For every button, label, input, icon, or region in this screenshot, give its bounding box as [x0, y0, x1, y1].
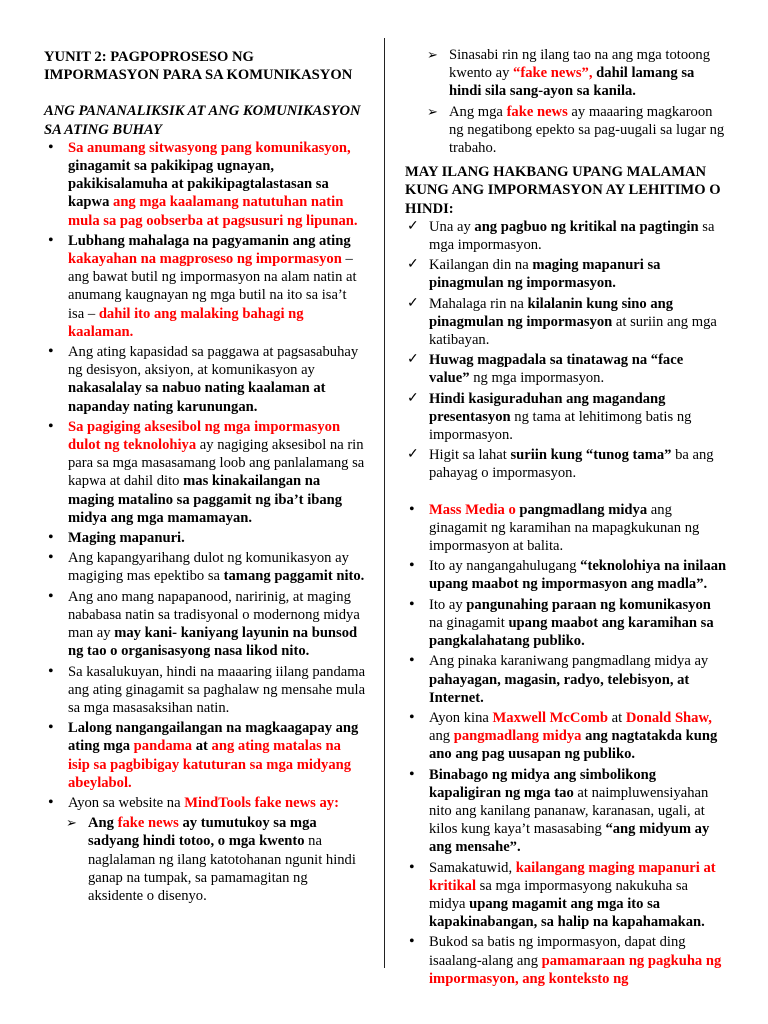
check-list [405, 218, 727, 483]
check-item [405, 351, 727, 387]
bullet-item [405, 859, 727, 932]
text-run: pahayagan, magasin, radyo, telebisyon, at Internet. [429, 671, 690, 706]
text-run: Ang ano mang napapanood, naririnig, at maging nababasa natin sa tradisyonal o modernong midya man ay [68, 588, 360, 642]
text-run: Sa pagiging aksesibol ng mga impormasyon dulot ng teknolohiya [68, 418, 341, 454]
text-run: na naglalaman ng ilang katotohanan ngunit hindi ganap na tumpak, sa pamamagitan ng aksidente o disenyo. [88, 833, 356, 904]
text-run: – ang bawat butil ng impormasyon na alam natin at anumang kaugnayan ng mga butil na ito sa isa’t isa – [68, 251, 357, 322]
text-run: Una ay [429, 218, 475, 235]
right-arrow-list [405, 46, 727, 157]
bullet-item [405, 933, 727, 988]
text-run: pangmadlang midya [453, 728, 582, 745]
bullet-item [44, 588, 366, 661]
text-run: “fake news”, [513, 65, 593, 82]
text-run: Ayon kina [429, 709, 493, 726]
text-run: Huwag magpadala sa tinatawag na “face value” [429, 352, 684, 387]
text-run: kailangang maging mapanuri at kritikal [429, 859, 716, 894]
bullet-marker-icon: • [48, 719, 54, 737]
text-run: dahil ito ang malaking bahagi ng kaalaman. [68, 305, 304, 340]
text-run: Binabago ng midya ang simbolikong kapaligiran ng mga tao [429, 766, 657, 801]
text-run: Sa anumang sitwasyong pang komunikasyon, [68, 139, 351, 156]
text-run: Ito ay [429, 596, 467, 613]
check-item [405, 390, 727, 445]
text-run: suriin kung “tunog tama” [510, 447, 672, 464]
bullet-item [44, 139, 366, 230]
bullet-item [405, 652, 727, 707]
bullet-marker-icon: • [48, 417, 54, 435]
bullet-marker-icon: • [409, 765, 415, 783]
text-run: Ito ay nangangahulugang [429, 558, 581, 575]
text-run: Lubhang mahalaga na pagyamanin ang ating [68, 232, 351, 249]
text-run: Bukod sa batis ng impormasyon, dapat ding isaalang-alang ang [429, 934, 686, 969]
bullet-marker-icon: • [48, 529, 54, 547]
check-marker-icon: ✓ [407, 295, 419, 311]
text-run: Donald Shaw, [625, 709, 712, 726]
check-marker-icon: ✓ [407, 218, 419, 234]
bullet-marker-icon: • [48, 138, 54, 156]
bullet-marker-icon: • [48, 549, 54, 567]
bullet-marker-icon: • [409, 595, 415, 613]
left-bullet-list [44, 139, 366, 812]
text-run: Ang mga [449, 103, 507, 120]
arrow-marker-icon: ➢ [66, 815, 77, 831]
check-item [405, 218, 727, 254]
check-item [405, 295, 727, 350]
text-run: upang maabot ang karamihan sa pangkalahatang publiko. [429, 614, 714, 650]
text-run: Mahalaga rin na [429, 295, 528, 312]
text-run: Maxwell McComb [492, 709, 609, 726]
text-run: ay nagiging aksesibol na rin para sa mga masasamang loob ang panlalamang sa kapwa at dahil dito [68, 437, 365, 490]
bullet-item [44, 232, 366, 341]
check-marker-icon: ✓ [407, 390, 419, 406]
text-run: Ang ating kapasidad sa paggawa at pagsasabuhay ng desisyon, aksiyon, at komunikasyon ay [68, 344, 359, 379]
check-item [405, 446, 727, 482]
text-run: “teknolohiya na inilaan upang maabot ng impormasyon ang madla”. [429, 558, 727, 593]
text-run: ng tama at lehitimong batis ng impormasyon. [429, 408, 692, 444]
text-run: at suriin ang mga katibayan. [429, 313, 717, 349]
text-run: sa mga impormasyon. [429, 218, 715, 254]
text-run: ang mga kaalamang natutuhan natin mula sa pag oobserba at pagsusuri ng lipunan. [68, 194, 358, 229]
text-run: at [608, 709, 626, 726]
bullet-item [44, 663, 366, 718]
text-run: Hindi kasiguraduhan ang magandang presentasyon [429, 390, 666, 425]
left-arrow-list [44, 814, 366, 905]
bullet-marker-icon: • [409, 933, 415, 951]
text-run: mas kinakailangan na maging matalino sa paggamit ng iba’t ibang midya ang mga mamamayan. [68, 473, 343, 526]
bullet-marker-icon: • [48, 793, 54, 811]
steps-heading: MAY ILANG HAKBANG UPANG MALAMAN KUNG ANG IMPORMASYON AY LEHITIMO O HINDI: [405, 164, 721, 217]
section-subtitle: ANG PANANALIKSIK AT ANG KOMUNIKASYON SA ATING BUHAY [44, 103, 361, 138]
text-run: na ginagamit [429, 614, 509, 631]
right-column [405, 0, 727, 990]
bullet-item [44, 719, 366, 792]
bullet-marker-icon: • [409, 858, 415, 876]
bullet-item [405, 557, 727, 593]
text-run: ang [429, 728, 454, 745]
bullet-item [405, 596, 727, 651]
bullet-item [405, 501, 727, 556]
text-run: tamang paggamit nito. [223, 568, 365, 585]
check-marker-icon: ✓ [407, 447, 419, 463]
text-run: at [192, 738, 212, 755]
text-run: ba ang pahayag o impormasyon. [429, 447, 714, 482]
text-run: fake news [117, 815, 179, 832]
bullet-item [405, 709, 727, 764]
bullet-item [44, 418, 366, 527]
text-run: kilalanin kung sino ang pinagmulan ng impormasyon [429, 295, 674, 330]
text-run: ang ginagamit ng karamihan na mapagkukunan ng impormasyon at balita. [429, 501, 700, 555]
text-run: ginagamit sa pakikipag ugnayan, pakikisalamuha at pakikipagtalastasan sa kapwa [68, 158, 329, 211]
arrow-item [405, 103, 727, 158]
text-run: pangunahing paraan ng komunikasyon [466, 596, 711, 613]
arrow-marker-icon: ➢ [427, 103, 438, 119]
bullet-marker-icon: • [48, 662, 54, 680]
text-run: Ayon sa website na [68, 794, 185, 811]
text-run: dahil lamang sa hindi sila sang-ayon sa kanila. [449, 65, 695, 100]
text-run: “ang midyum ay ang mensahe”. [429, 821, 710, 856]
bullet-marker-icon: • [409, 500, 415, 518]
text-run: at naimpluwensiyahan nito ang kanilang pananaw, karanasan, ugali, at kilos kung kaya’t masasabing [429, 784, 709, 838]
bullet-marker-icon: • [48, 587, 54, 605]
text-run: Lalong nangangailangan na magkaagapay ang ating mga [68, 720, 359, 755]
text-run: ang ating matalas na isip sa pagbibigay katuturan sa mga midyang abeylabol. [68, 738, 352, 791]
text-run: Ang [88, 815, 118, 832]
text-run: Kailangan din na [429, 257, 533, 274]
left-column [44, 0, 366, 907]
check-marker-icon: ✓ [407, 257, 419, 273]
column-divider [384, 38, 385, 968]
text-run: Maging mapanuri. [68, 530, 185, 547]
text-run: sa mga impormasyong nakukuha sa midya [429, 877, 689, 912]
bullet-marker-icon: • [409, 708, 415, 726]
bullet-item [44, 794, 366, 812]
text-run: may kani- kaniyang layunin na bunsod ng tao o organisasyong nasa likod nito. [68, 625, 358, 660]
text-run: ay tumutukoy sa mga sadyang hindi totoo, o mga kwento [88, 815, 317, 850]
bullet-marker-icon: • [48, 343, 54, 361]
bullet-marker-icon: • [409, 652, 415, 670]
text-run: ng mga impormasyon. [469, 370, 605, 387]
text-run: Higit sa lahat [429, 447, 511, 464]
right-bullet-list [405, 501, 727, 988]
arrow-item [405, 46, 727, 101]
text-run: maging mapanuri sa pinagmulan ng impormasyon. [429, 257, 661, 292]
bullet-marker-icon: • [409, 557, 415, 575]
document-title: YUNIT 2: PAGPOPROSESO NG IMPORMASYON PARA SA KOMUNIKASYON [44, 49, 353, 84]
text-run: ang nagtatakda kung ano ang pag uusapan ng publiko. [429, 728, 718, 763]
arrow-item [44, 814, 366, 905]
text-run: MindTools fake news ay: [184, 794, 339, 811]
text-run: pamamaraan ng pagkuha ng impormasyon, ang konteksto ng [429, 952, 722, 987]
text-run: Mass Media o [429, 501, 516, 518]
text-run: Ang kapangyarihang dulot ng komunikasyon ay magiging mas epektibo sa [68, 550, 349, 585]
text-run: upang magamit ang mga ito sa kapakinabangan, sa halip na kapahamakan. [429, 895, 705, 931]
bullet-item [44, 549, 366, 585]
bullet-item [44, 343, 366, 416]
text-run: ay maaaring magkaroon ng negatibong epekto sa pag-uugali sa lugar ng trabaho. [449, 103, 725, 157]
text-run: nakasalalay sa nabuo nating kaalaman at napanday nating karunungan. [68, 380, 326, 415]
text-run: ang pagbuo ng kritikal na pagtingin [474, 218, 699, 235]
text-run: Sa kasalukuyan, hindi na maaaring iilang pandama ang ating ginagamit sa paghalaw ng mensahe mula sa mga masasaksihan natin. [68, 663, 366, 716]
check-marker-icon: ✓ [407, 352, 419, 368]
check-item [405, 256, 727, 292]
text-run: Sinasabi rin ng ilang tao na ang mga totoong kwento ay [449, 47, 711, 82]
text-run: pandama [133, 738, 193, 755]
text-run: pangmadlang midya [515, 501, 648, 518]
text-run: kakayahan na magproseso ng impormasyon [68, 251, 342, 268]
bullet-item [405, 766, 727, 857]
text-run: fake news [506, 103, 568, 120]
text-run: Ang pinaka karaniwang pangmadlang midya ay [429, 653, 709, 670]
arrow-marker-icon: ➢ [427, 47, 438, 62]
text-run: Samakatuwid, [429, 859, 516, 876]
bullet-marker-icon: • [48, 231, 54, 249]
bullet-item [44, 529, 366, 547]
